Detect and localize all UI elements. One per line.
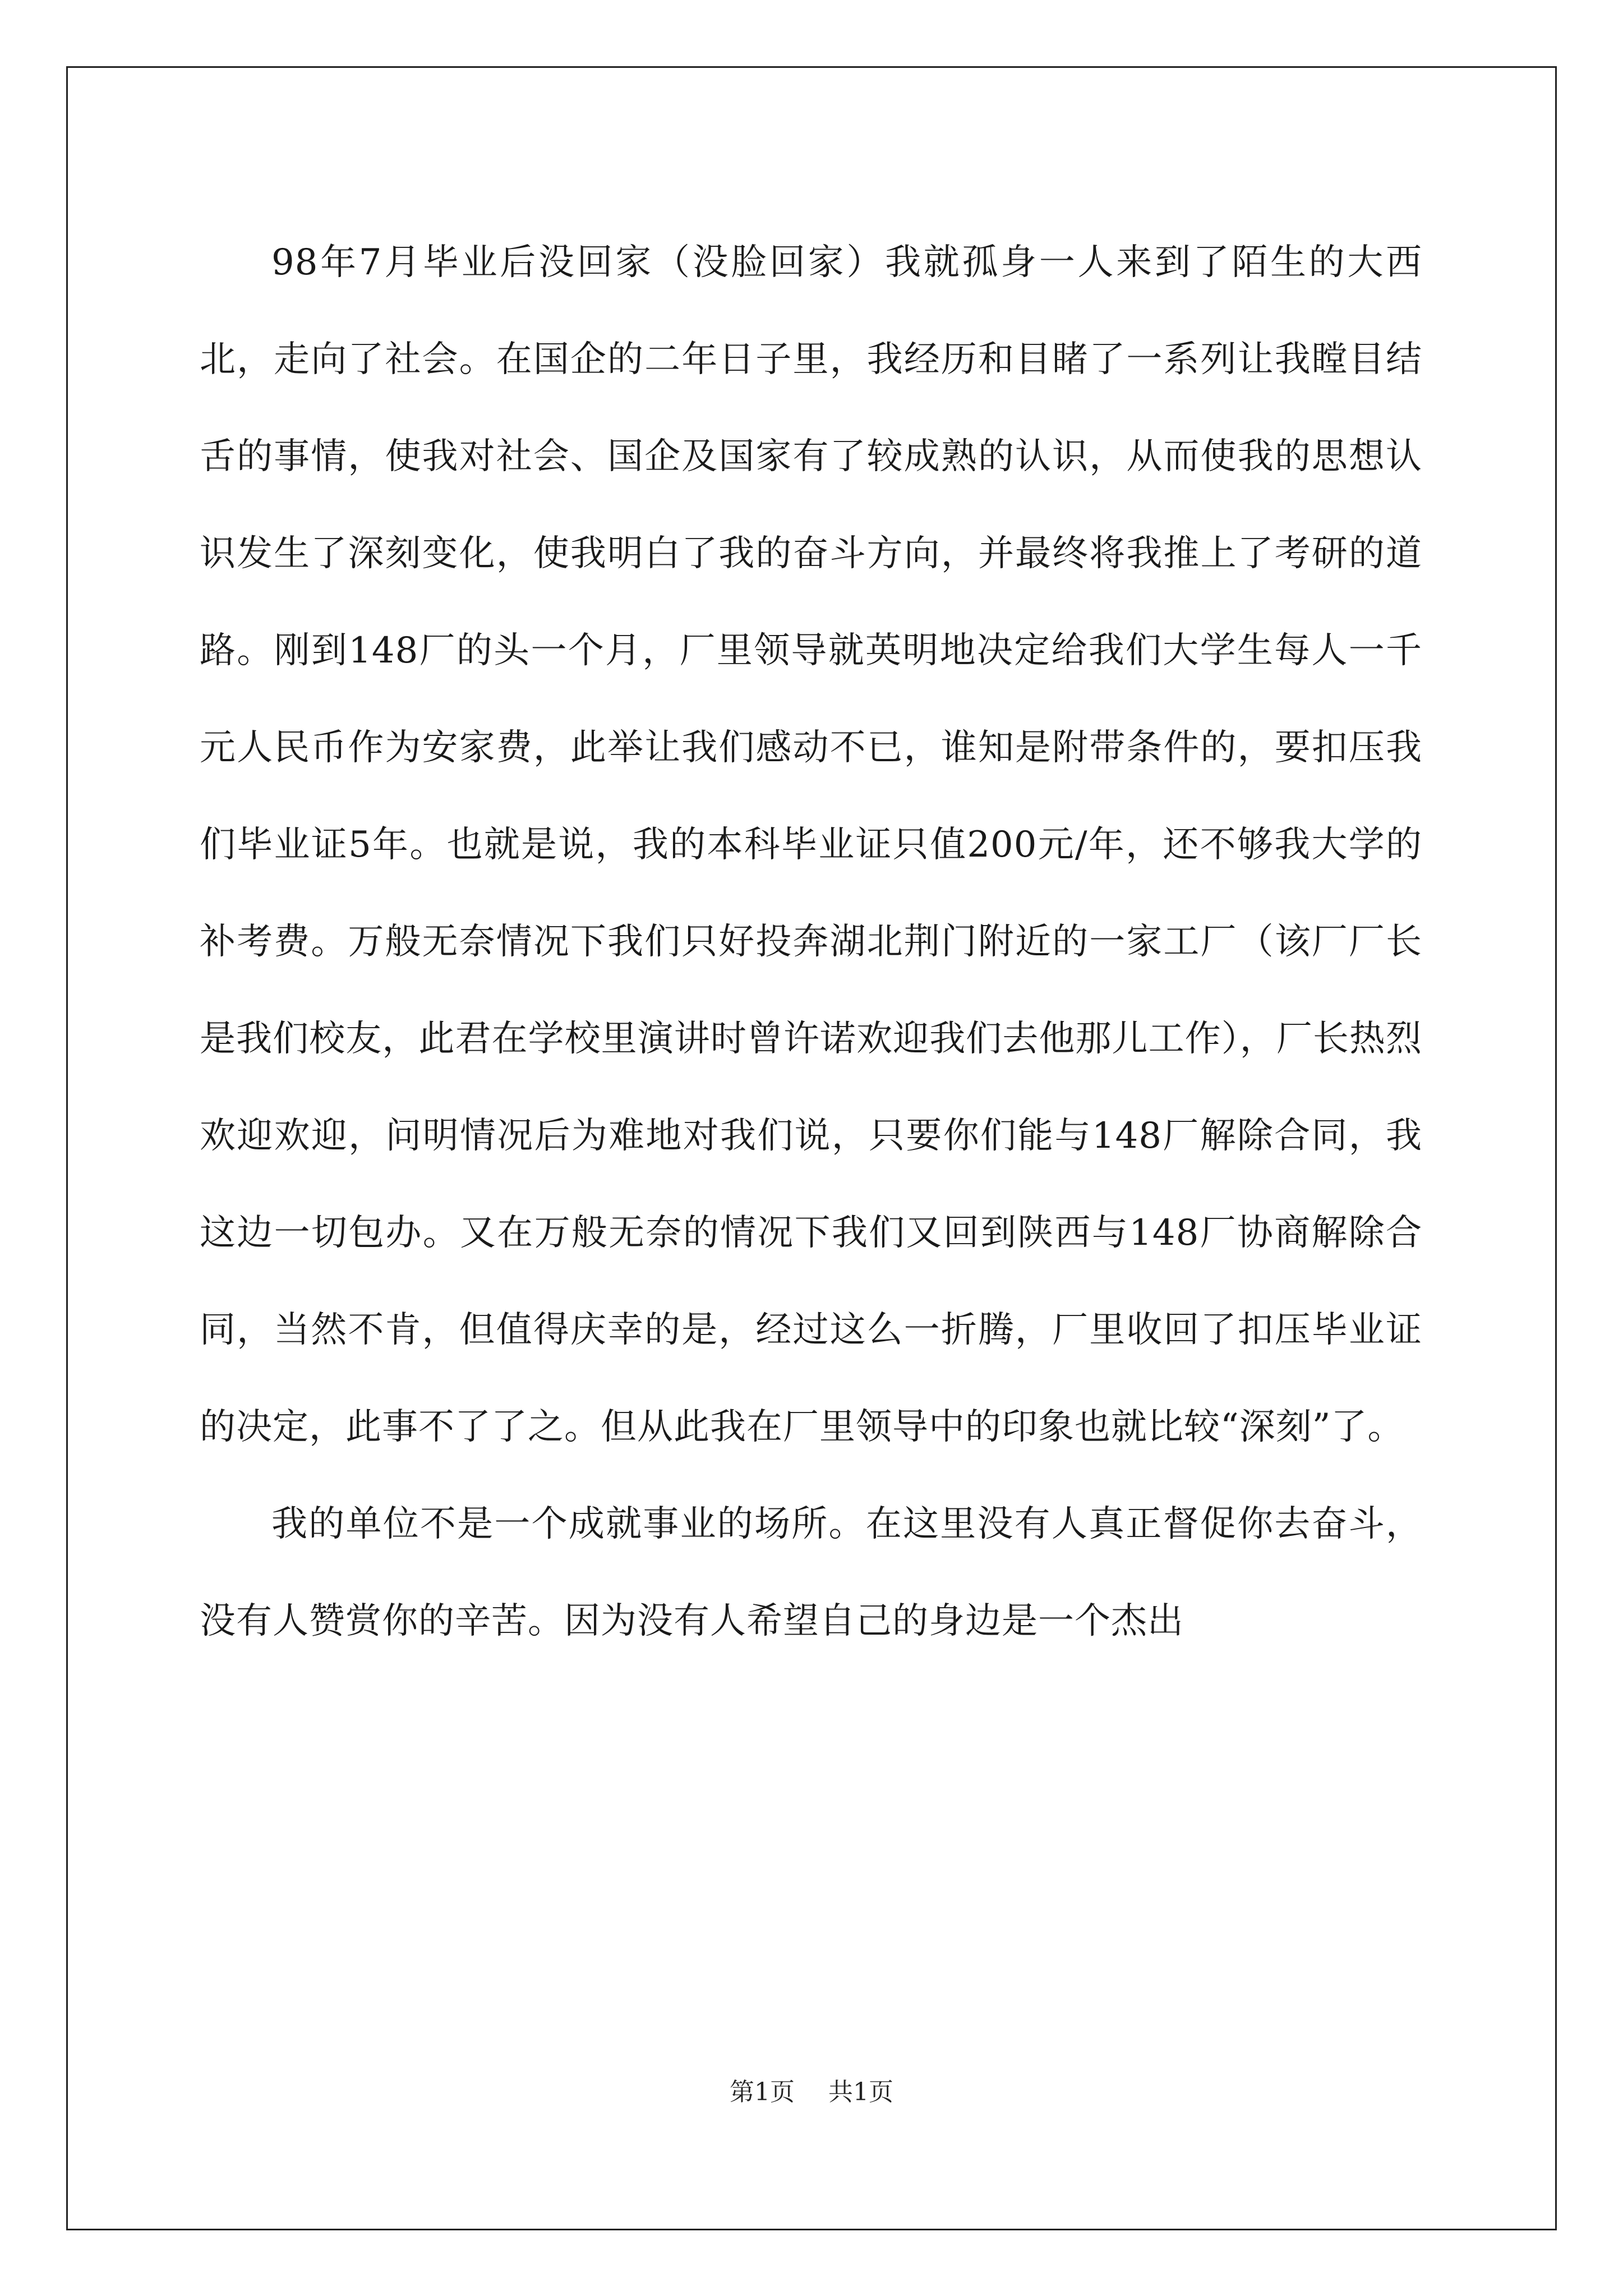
page-footer [0,2076,1623,2109]
paragraph-2: 我的单位不是一个成就事业的场所。在这里没有人真正督促你去奋斗，没有人赞赏你的辛苦。因为没有人希望自己的身边是一个杰出 [200,1503,1422,1642]
page-number-current: 第1页 [730,2078,795,2106]
document-body [200,214,1422,1670]
page-number-total: 共1页 [828,2078,893,2106]
paragraph-1: 98年7月毕业后没回家（没脸回家）我就孤身一人来到了陌生的大西北，走向了社会。在国企的二年日子里，我经历和目睹了一系列让我瞠目结舌的事情，使我对社会、国企及国家有了较成熟的认识，从而使我的思想认识发生了深刻变化，使我明白了我的奋斗方向，并最终将我推上了考研的道路。刚到148厂的头一个月，厂里领导就英明地决定给我们大学生每人一千元人民币作为安家费，此举让我们感动不已，谁知是附带条件的，要扣压我们毕业证5年。也就是说，我的本科毕业证只值200元/年，还不够我大学的补考费。万般无奈情况下我们只好投奔湖北荆门附近的一家工厂（该厂厂长是我们校友，此君在学校里演讲时曾许诺欢迎我们去他那儿工作），厂长热烈欢迎欢迎，问明情况后为难地对我们说，只要你们能与148厂解除合同，我这边一切包办。又在万般无奈的情况下我们又回到陕西与148厂协商解除合同，当然不肯，但值得庆幸的是，经过这么一折腾，厂里收回了扣压毕业证的决定，此事不了了之。但从此我在厂里领导中的印象也就比较“深刻”了。 [200,242,1422,1448]
